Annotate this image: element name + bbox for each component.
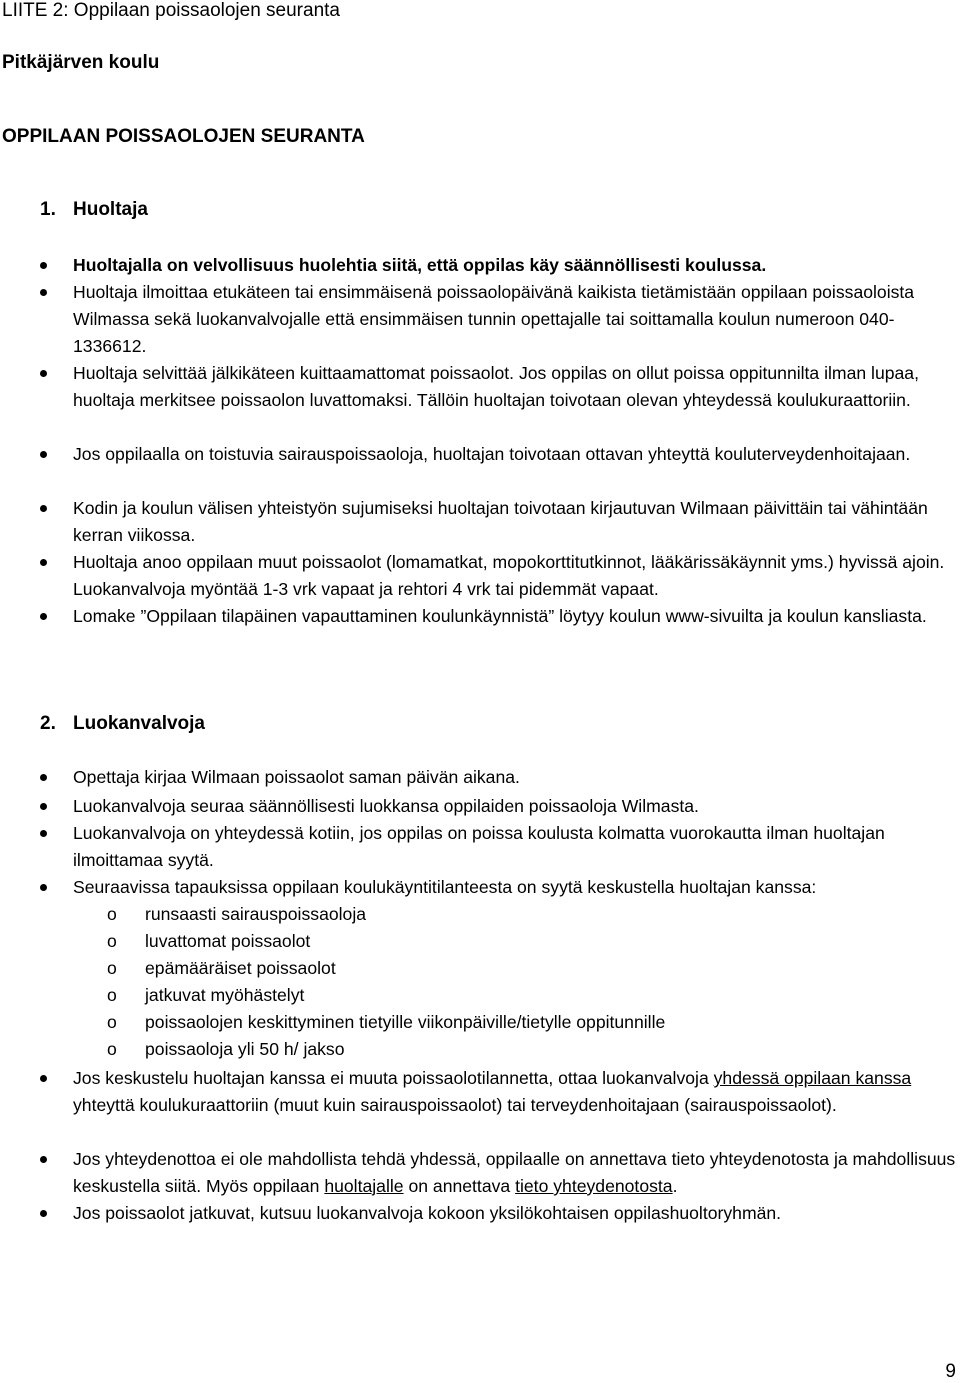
list-item-text: Lomake ”Oppilaan tilapäinen vapauttaminen koulunkäynnistä” löytyy koulun www-sivuilta ja koulun kansliasta. — [73, 606, 927, 626]
list-item-text: Huoltaja selvittää jälkikäteen kuittaamattomat poissaolot. Jos oppilas on ollut poissa oppitunnilta ilman lupaa, huoltaja merkitsee poissaolon luvattomaksi. Tällöin huoltajan toivotaan olevan yhteydessä koulukuraattoriin. — [73, 363, 919, 410]
circle-bullet-icon: o — [107, 1012, 117, 1032]
sub-list-item-text: luvattomat poissaolot — [145, 931, 311, 951]
text-span: Jos keskustelu huoltajan kanssa ei muuta poissaolotilannetta, ottaa luokanvalvoja — [73, 1068, 714, 1088]
list-item-text: Jos poissaolot jatkuvat, kutsuu luokanvalvoja kokoon yksilökohtaisen oppilashuoltoryhmän. — [73, 1203, 782, 1223]
text-span: . — [672, 1176, 678, 1196]
list-item-text: Jos oppilaalla on toistuvia sairauspoissaoloja, huoltajan toivotaan ottavan yhteyttä kouluterveydenhoitajaan. — [73, 444, 911, 464]
list-item-text: Opettaja kirjaa Wilmaan poissaolot saman päivän aikana. — [73, 767, 520, 787]
sub-list-item-text: poissaolojen keskittyminen tietyille viikonpäiville/tietylle oppitunnille — [145, 1012, 666, 1032]
bullet-icon — [40, 559, 47, 566]
list-item-text: Luokanvalvoja seuraa säännöllisesti luokkansa oppilaiden poissaoloja Wilmasta. — [73, 796, 699, 816]
underlined-text: huoltajalle — [324, 1176, 404, 1196]
list-item-text: Luokanvalvoja on yhteydessä kotiin, jos oppilas on poissa koulusta kolmatta vuorokautta ilman huoltajan ilmoittamaa syytä. — [73, 823, 885, 870]
section-1-title: Huoltaja — [73, 199, 148, 220]
circle-bullet-icon: o — [107, 904, 117, 924]
bullet-icon — [40, 505, 47, 512]
bullet-icon — [40, 1210, 47, 1217]
appendix-title: LIITE 2: Oppilaan poissaolojen seuranta — [2, 0, 340, 21]
text-span: Jos yhteydenottoa ei ole mahdollista tehdä yhdessä, oppilaalle on annettava tieto yhteydenotosta ja mahdollisuus keskustella siitä. Myös oppilaan — [73, 1149, 956, 1196]
bullet-icon — [40, 613, 47, 620]
bullet-icon — [40, 1075, 47, 1082]
list-item-text: Seuraavissa tapauksissa oppilaan koulukäyntitilanteesta on syytä keskustella huoltajan kanssa: — [73, 877, 817, 897]
sub-list-item — [0, 982, 960, 1009]
list-item-text: Huoltaja anoo oppilaan muut poissaolot (lomamatkat, mopokorttitutkinnot, lääkärissäkäynnit yms.) hyvissä ajoin. Luokanvalvoja myöntää 1-3 vrk vapaat ja rehtori 4 vrk tai pidemmät vapaat. — [73, 552, 945, 599]
list-item-text: Huoltajalla on velvollisuus huolehtia siitä, että oppilas käy säännöllisesti koulussa. — [73, 255, 767, 275]
circle-bullet-icon: o — [107, 931, 117, 951]
underlined-text: yhdessä oppilaan kanssa — [713, 1068, 912, 1088]
sub-list-item-text: epämääräiset poissaolot — [145, 958, 336, 978]
underlined-text: tieto yhteydenotosta — [515, 1176, 673, 1196]
section-1-heading — [40, 199, 148, 221]
list-item-text: Huoltaja ilmoittaa etukäteen tai ensimmäisenä poissaolopäivänä kaikista tietämistään oppilaan poissaoloista Wilmassa sekä luokanvalvojalle että ensimmäisen tunnin opettajalle tai soittamalla koulun numeroon 040-1336612. — [73, 282, 915, 356]
page-number: 9 — [945, 1361, 956, 1382]
text-span: yhteyttä koulukuraattoriin (muut kuin sairauspoissaolot) tai terveydenhoitajaan (sairauspoissaolot). — [73, 1095, 837, 1115]
section-1-number: 1. — [40, 199, 56, 220]
text-span: on annettava — [403, 1176, 516, 1196]
bullet-icon — [40, 830, 47, 837]
bullet-icon — [40, 774, 47, 781]
bullet-icon — [40, 370, 47, 377]
sub-list-item — [0, 1009, 960, 1036]
sub-list-item — [0, 901, 960, 928]
sub-list-item-text: jatkuvat myöhästelyt — [145, 985, 305, 1005]
bullet-icon — [40, 451, 47, 458]
bullet-icon — [40, 803, 47, 810]
sub-list-item — [0, 1036, 960, 1063]
list-item-text — [73, 1065, 958, 1119]
list-item-text — [73, 1146, 958, 1200]
circle-bullet-icon: o — [107, 985, 117, 1005]
section-2-number: 2. — [40, 713, 56, 734]
bullet-icon — [40, 1156, 47, 1163]
bullet-icon — [40, 289, 47, 296]
section-2-heading — [40, 713, 205, 735]
school-name: Pitkäjärven koulu — [2, 52, 160, 73]
sub-list-item — [0, 928, 960, 955]
sub-list-item — [0, 955, 960, 982]
document-title: OPPILAAN POISSAOLOJEN SEURANTA — [2, 126, 365, 147]
circle-bullet-icon: o — [107, 958, 117, 978]
circle-bullet-icon: o — [107, 1039, 117, 1059]
section-2-title: Luokanvalvoja — [73, 713, 205, 734]
bullet-icon — [40, 262, 47, 269]
sub-list-item-text: runsaasti sairauspoissaoloja — [145, 904, 367, 924]
sub-list-item-text: poissaoloja yli 50 h/ jakso — [145, 1039, 345, 1059]
bullet-icon — [40, 884, 47, 891]
list-item-text: Kodin ja koulun välisen yhteistyön sujumiseksi huoltajan toivotaan kirjautuvan Wilmaan päivittäin tai vähintään kerran viikossa. — [73, 498, 928, 545]
